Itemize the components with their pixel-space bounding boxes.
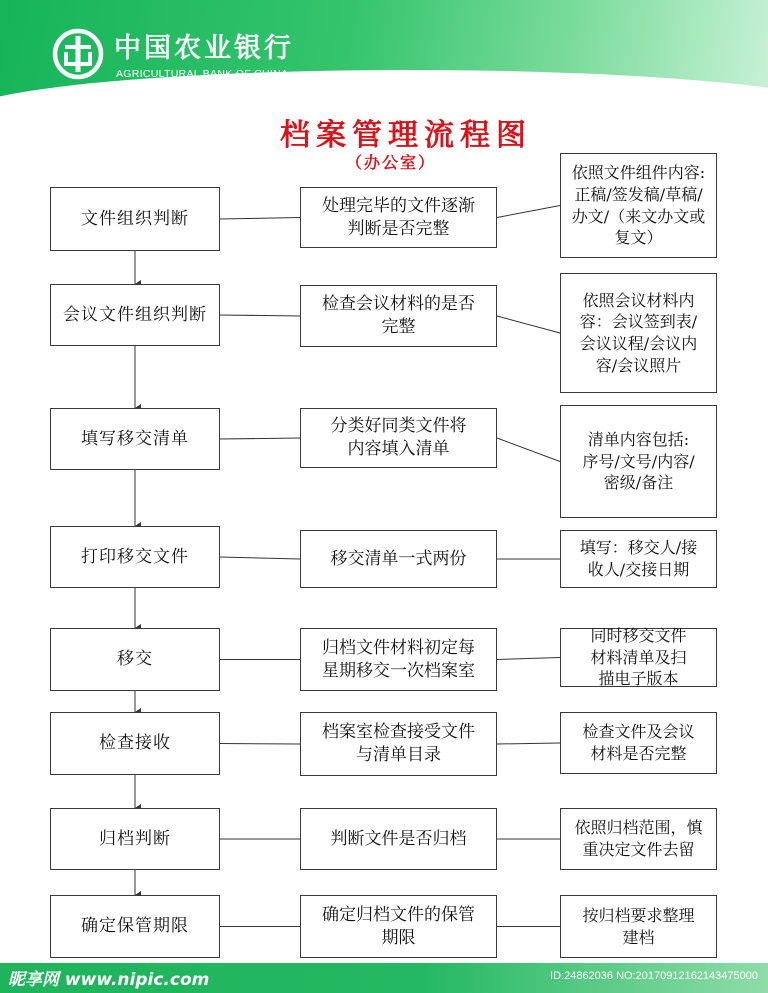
note-box: 检查文件及会议 材料是否完整 <box>560 712 717 774</box>
step-box: 检查接收 <box>50 712 220 775</box>
note-box: 清单内容包括: 序号/文号/内容/ 密级/备注 <box>560 405 717 518</box>
step-box: 填写移交清单 <box>50 408 220 470</box>
note-box: 同时移交文件 材料清单及扫 描电子版本 <box>560 628 717 687</box>
step-to-description-line <box>220 438 300 439</box>
step-to-description-line <box>220 218 300 220</box>
step-box: 会议文件组织判断 <box>50 284 220 346</box>
step-to-description-line <box>220 744 300 745</box>
step-to-description-line <box>220 315 300 316</box>
step-box: 确定保管期限 <box>50 895 220 958</box>
description-to-note-line <box>497 438 560 462</box>
description-box: 确定归档文件的保管 期限 <box>300 895 497 958</box>
note-box: 依照文件组件内容: 正稿/签发稿/草稿/ 办文/（来文办文或 复文） <box>560 153 717 258</box>
note-box: 填写：移交人/接 收人/交接日期 <box>560 530 717 588</box>
page-title: 档案管理流程图 <box>280 118 532 153</box>
description-box: 移交清单一式两份 <box>300 530 497 588</box>
note-box: 依照归档范围，慎 重决定文件去留 <box>560 808 717 870</box>
watermark-text: 昵享网 www.nipic.com <box>8 970 210 990</box>
description-to-note-line <box>497 658 560 660</box>
description-box: 档案室检查接受文件 与清单目录 <box>300 712 497 776</box>
step-to-description-line <box>220 557 300 559</box>
step-box: 打印移交文件 <box>50 526 220 588</box>
step-box: 文件组织判断 <box>50 187 220 251</box>
description-to-note-line <box>497 206 560 218</box>
description-box: 分类好同类文件将 内容填入清单 <box>300 408 497 468</box>
description-box: 归档文件材料初定每 星期移交一次档案室 <box>300 628 497 691</box>
note-box: 依照会议材料内 容：会议签到表/ 会议议程/会议内 容/会议照片 <box>560 273 717 393</box>
description-box: 判断文件是否归档 <box>300 808 497 870</box>
step-box: 归档判断 <box>50 808 220 870</box>
description-to-note-line <box>497 316 560 333</box>
image-id-text: ID:24862036 NO:20170912162143475000 <box>550 970 758 982</box>
bank-name-en: AGRICULTURAL BANK OF CHINA <box>116 68 289 80</box>
page-subtitle: （办公室） <box>345 153 436 172</box>
bank-name-cn: 中国农业银行 <box>114 33 294 64</box>
description-to-note-line <box>497 743 560 744</box>
description-box: 处理完毕的文件逐渐 判断是否完整 <box>300 187 497 248</box>
description-box: 检查会议材料的是否 完整 <box>300 285 497 347</box>
note-box: 按归档要求整理 建档 <box>560 895 717 958</box>
step-box: 移交 <box>50 628 220 691</box>
